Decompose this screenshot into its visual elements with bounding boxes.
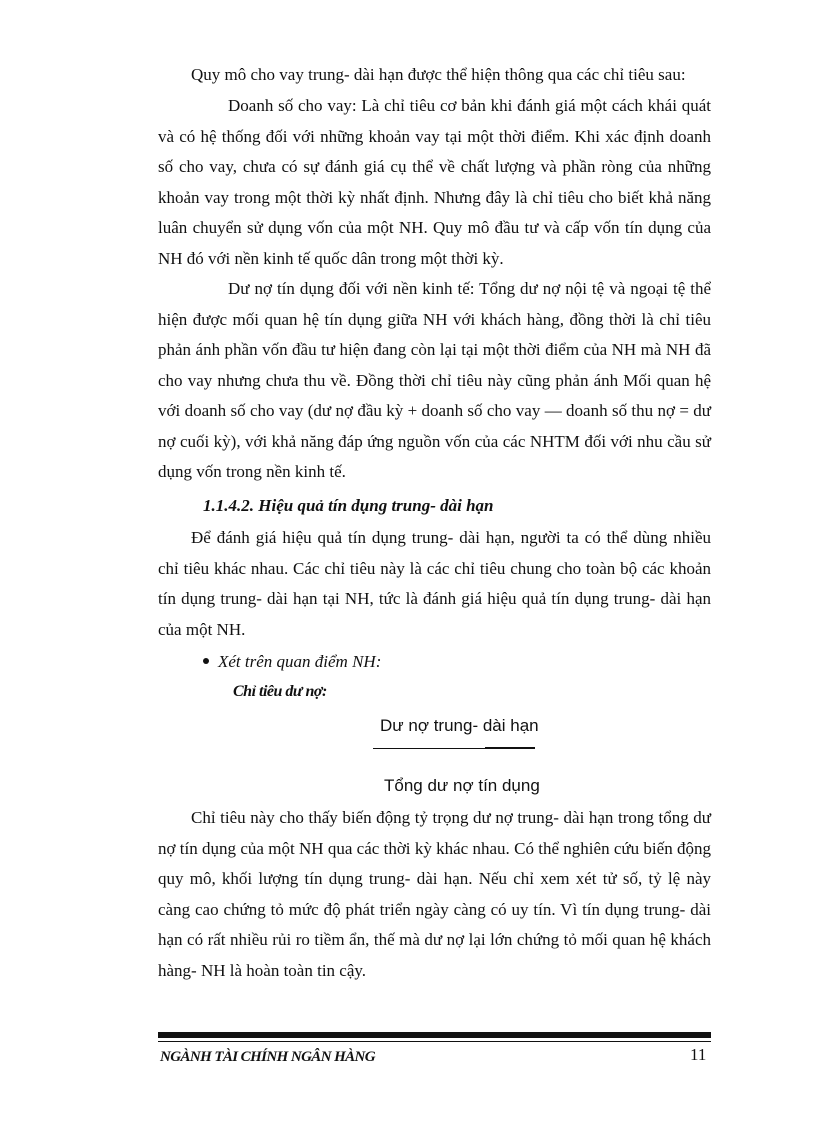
fraction-bar-accent	[485, 747, 535, 749]
subheading-chi-tieu-du-no: Chỉ tiêu dư nợ:	[233, 683, 327, 700]
footer-rule-thin	[158, 1041, 711, 1042]
page-number: 11	[690, 1045, 707, 1064]
paragraph-chi-tieu-bien-dong: Chỉ tiêu này cho thấy biến động tỷ trọng dư nợ trung- dài hạn trong tổng dư nợ tín dụng của một NH qua các thời kỳ khác nhau. Có thể nghiên cứu biến động quy mô, khối lượng tín dụng trung- dài hạn. Nếu chỉ xem xét tử số, tỷ lệ này càng cao chứng tỏ mức độ phát triển ngày càng có uy tín. Vì tín dụng trung- dài hạn có rất nhiều rủi ro tiềm ẩn, thế mà dư nợ lại lớn chứng tỏ mối quan hệ khách hàng- NH là hoàn toàn tin cậy.	[158, 808, 711, 980]
section-heading: 1.1.4.2. Hiệu quả tín dụng trung- dài hạn	[203, 496, 494, 515]
paragraph-doanh-so-cho-vay: Doanh số cho vay: Là chỉ tiêu cơ bản khi đánh giá một cách khái quát và có hệ thống đối với những khoản vay tại một thời điểm. Khi xác định doanh số cho vay, chưa có sự đánh giá cụ thể về chất lượng và phần ròng của những khoản vay trong một thời kỳ nhất định. Nhưng đây là chỉ tiêu cho biết khả năng luân chuyển sử dụng vốn của một NH. Quy mô đầu tư và cấp vốn tín dụng của NH đó với nền kinh tế quốc dân trong một thời kỳ.	[158, 96, 711, 268]
fraction-denominator: Tổng dư nợ tín dụng	[384, 776, 540, 795]
paragraph-du-no-tin-dung: Dư nợ tín dụng đối với nền kinh tế: Tổng dư nợ nội tệ và ngoại tệ thể hiện được mối quan hệ tín dụng giữa NH với khách hàng, đồng thời là chỉ tiêu phản ánh phần vốn đầu tư hiện đang còn lại tại một thời điểm của NH mà NH đã cho vay nhưng chưa thu về. Đồng thời chỉ tiêu này cũng phản ánh Mối quan hệ với doanh số cho vay (dư nợ đầu kỳ + doanh số cho vay — doanh số thu nợ = dư nợ cuối kỳ), với khả năng đáp ứng nguồn vốn của các NHTM đối với nhu cầu sử dụng vốn trong nền kinh tế.	[158, 279, 711, 481]
intro-line: Quy mô cho vay trung- dài hạn được thể hiện thông qua các chỉ tiêu sau:	[191, 65, 686, 84]
paragraph-danh-gia-hieu-qua: Để đánh giá hiệu quả tín dụng trung- dài hạn, người ta có thể dùng nhiều chỉ tiêu khác nhau. Các chỉ tiêu này là các chỉ tiêu chung cho toàn bộ các khoản tín dụng trung- dài hạn tại NH, tức là đánh giá hiệu quả tín dụng trung- dài hạn của một NH.	[158, 528, 711, 639]
footer-rule-thick	[158, 1032, 711, 1038]
bullet-item	[203, 647, 381, 677]
bullet-dot-icon	[203, 658, 209, 664]
footer-department: NGÀNH TÀI CHÍNH NGÂN HÀNG	[160, 1049, 376, 1065]
fraction-numerator: Dư nợ trung- dài hạn	[380, 716, 539, 735]
bullet-text: Xét trên quan điểm NH:	[218, 652, 382, 671]
